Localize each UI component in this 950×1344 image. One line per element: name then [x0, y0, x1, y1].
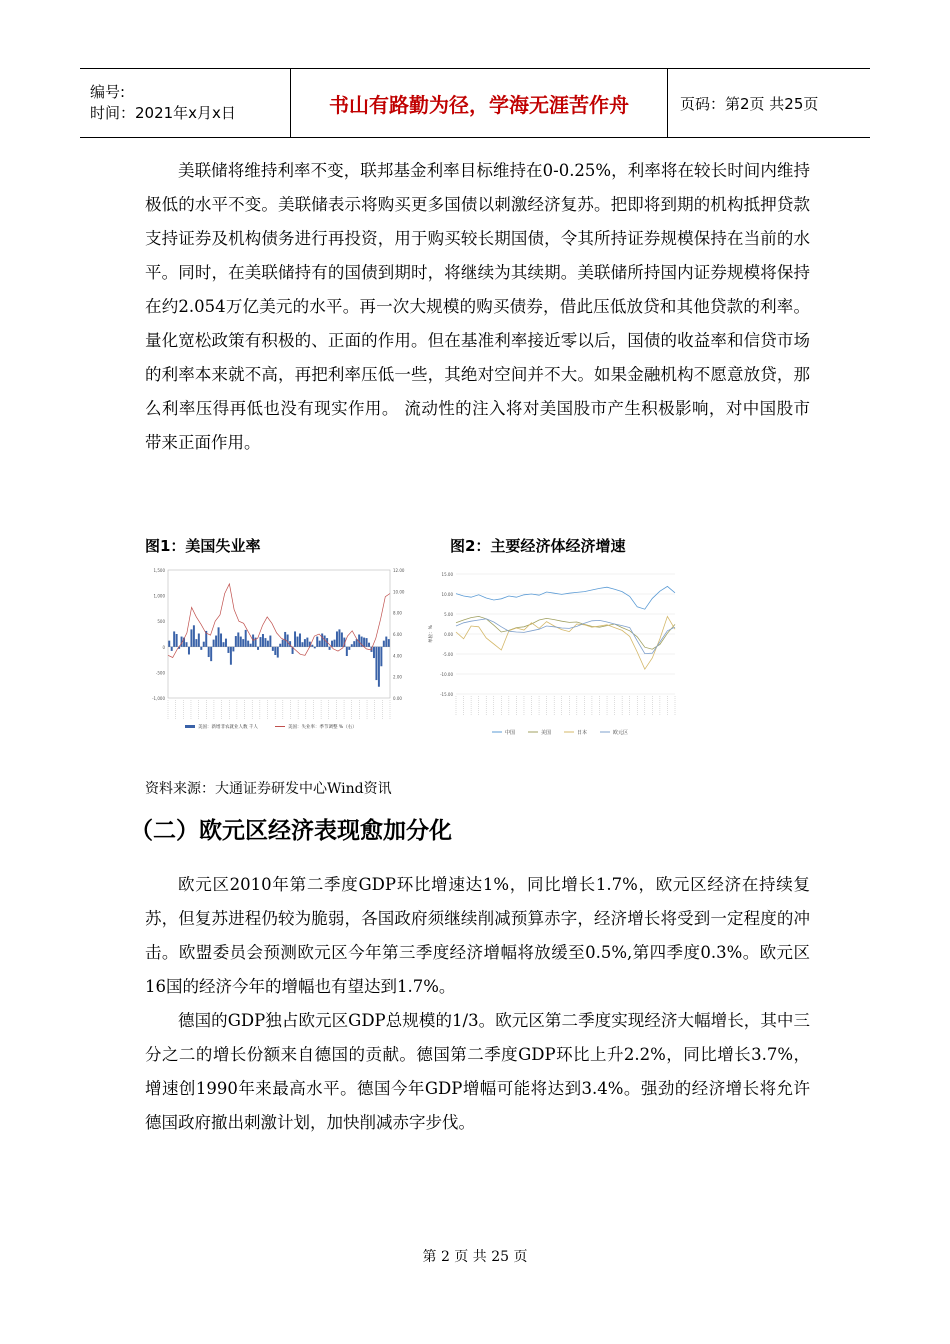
payroll-bar	[277, 647, 279, 658]
payroll-bar	[230, 647, 232, 665]
y-axis-label: 单位：%	[429, 625, 434, 643]
payroll-bar	[348, 647, 350, 650]
payroll-bar	[171, 647, 173, 651]
header-info-cell	[80, 69, 291, 137]
payroll-bar	[329, 647, 331, 650]
payroll-bar	[282, 640, 284, 647]
payroll-bar	[218, 627, 220, 646]
payroll-bar	[385, 637, 387, 647]
left-axis-tick: 500	[157, 619, 165, 625]
payroll-bar	[247, 641, 249, 647]
series-line-1	[456, 616, 675, 649]
figure-2-caption: 图2：主要经济体经济增速	[450, 537, 626, 555]
y-axis-tick: 10.00	[441, 592, 453, 597]
payroll-bar	[223, 642, 225, 647]
header-page-cell	[668, 69, 870, 137]
payroll-bar	[324, 636, 326, 647]
figure-2-chart	[420, 566, 685, 744]
payroll-bar	[208, 647, 210, 657]
payroll-bar	[232, 647, 234, 652]
legend-label-3: 欧元区	[613, 730, 629, 736]
header-page-number: 页码：第2页 共25页	[680, 94, 819, 113]
payroll-bar	[272, 647, 274, 651]
payroll-bar	[351, 644, 353, 647]
payroll-bar	[378, 647, 380, 687]
payroll-bar	[383, 641, 385, 647]
paragraph-germany-gdp: 德国的GDP独占欧元区GDP总规模的1/3。欧元区第二季度实现经济大幅增长，其中三分之二的增长份额来自德国的贡献。德国第二季度GDP环比上升2.2%，同比增长3.7%，增速创1990年来最高水平。德国今年GDP增幅可能将达到3.4%。强劲的经济增长将允许德国政府撤出刺激计划，加快削减赤字步伐。	[145, 1011, 810, 1132]
y-axis-tick: -5.00	[442, 652, 453, 657]
payroll-bar	[245, 630, 247, 647]
gdp-growth-chart-svg	[420, 566, 685, 744]
y-axis-tick: -10.00	[440, 672, 453, 677]
legend-label-0: 中国	[505, 730, 516, 736]
payroll-bar	[314, 647, 316, 649]
right-axis-tick: 8.00	[393, 610, 402, 616]
payroll-bar	[250, 644, 252, 647]
payroll-bar	[190, 629, 192, 646]
payroll-bar	[366, 638, 368, 647]
payroll-bar	[215, 636, 217, 647]
y-axis-tick: 0.00	[444, 632, 453, 637]
payroll-bar	[267, 641, 269, 647]
payroll-bar	[200, 647, 202, 650]
figure-1-chart	[140, 560, 405, 745]
payroll-bar	[388, 639, 390, 647]
payroll-bar	[341, 632, 343, 646]
payroll-bar	[235, 636, 237, 647]
payroll-bar	[346, 647, 348, 656]
payroll-bar	[203, 642, 205, 647]
payroll-bar	[176, 634, 178, 647]
series-line-3	[456, 619, 675, 654]
payroll-bar	[264, 638, 266, 647]
payroll-bar	[301, 642, 303, 647]
payroll-bar	[311, 645, 313, 647]
payroll-bar	[269, 636, 271, 647]
payroll-bar	[220, 633, 222, 646]
payroll-bar	[168, 641, 170, 647]
payroll-bar	[299, 633, 301, 646]
payroll-bar	[198, 633, 200, 646]
payroll-bar	[213, 640, 215, 647]
payroll-bar	[338, 629, 340, 646]
y-axis-tick: 15.00	[441, 572, 453, 577]
payroll-bar	[304, 639, 306, 647]
payroll-bar	[240, 637, 242, 647]
left-axis-tick: 1,000	[153, 593, 165, 599]
body-text-block-2	[145, 868, 810, 1140]
payroll-bar	[321, 633, 323, 646]
payroll-bar	[297, 637, 299, 647]
legend-label-payroll: 美国：新增非农就业人数 千人	[198, 725, 258, 730]
payroll-bar	[334, 640, 336, 647]
payroll-bar	[373, 647, 375, 658]
series-line-2	[456, 616, 675, 669]
legend-label-unemployment: 美国：失业率：季节调整 %（右）	[288, 725, 357, 730]
left-axis-tick: -1,000	[152, 696, 165, 701]
payroll-bar	[225, 639, 227, 647]
payroll-bar	[375, 647, 377, 680]
payroll-bar	[363, 638, 365, 647]
legend-label-2: 日本	[577, 730, 588, 736]
y-axis-tick: -15.00	[440, 692, 453, 697]
body-text-block-1	[145, 154, 810, 460]
payroll-bar	[336, 631, 338, 646]
section-title: （二）欧元区经济表现愈加分化	[130, 818, 452, 844]
document-number-label: 编号:	[90, 83, 126, 101]
left-axis-tick: 0	[162, 644, 165, 650]
payroll-bar	[294, 631, 296, 646]
series-line-0	[456, 586, 675, 609]
payroll-bar	[262, 634, 264, 647]
payroll-bar	[353, 641, 355, 647]
payroll-bar	[257, 647, 259, 650]
payroll-bar	[195, 639, 197, 647]
right-axis-tick: 4.00	[393, 653, 402, 659]
header-motto-cell	[291, 69, 668, 137]
payroll-bar	[193, 625, 195, 647]
payroll-bar	[306, 638, 308, 647]
payroll-bar	[279, 644, 281, 647]
payroll-bar	[274, 647, 276, 655]
figure-source-note: 资料来源：大通证券研发中心Wind资讯	[145, 781, 392, 797]
payroll-bar	[210, 647, 212, 661]
left-axis-tick: -500	[155, 670, 165, 676]
page-header	[80, 68, 870, 138]
right-axis-tick: 6.00	[393, 632, 402, 637]
payroll-bar	[173, 631, 175, 646]
legend-swatch-payroll	[185, 725, 195, 728]
payroll-bar	[380, 647, 382, 666]
right-axis-tick: 10.00	[393, 589, 405, 595]
y-axis-tick: 5.00	[444, 612, 453, 617]
figure-1-caption: 图1：美国失业率	[145, 537, 261, 555]
payroll-bar	[319, 641, 321, 647]
payroll-bar	[242, 639, 244, 647]
header-motto: 书山有路勤为径，学海无涯苦作舟	[329, 92, 629, 117]
payroll-bar	[186, 642, 188, 647]
right-axis-tick: 2.00	[393, 674, 402, 680]
payroll-bar	[237, 632, 239, 646]
unemployment-chart-svg	[140, 560, 405, 745]
payroll-bar	[331, 641, 333, 647]
payroll-bar	[227, 647, 229, 653]
document-date-label: 时间：2021年x月x日	[90, 104, 236, 122]
left-axis-tick: 1,500	[153, 568, 165, 573]
payroll-bar	[188, 647, 190, 655]
paragraph-eurozone-gdp: 欧元区2010年第二季度GDP环比增速达1%，同比增长1.7%，欧元区经济在持续复苏，但复苏进程仍较为脆弱，各国政府须继续削减预算赤字，经济增长将受到一定程度的冲击。欧盟委员会预测欧元区今年第三季度经济增幅将放缓至0.5%,第四季度0.3%。欧元区16国的经济今年的增幅也有望达到1.7%。	[145, 875, 810, 996]
payroll-bar	[316, 637, 318, 647]
legend-label-1: 美国	[541, 730, 552, 736]
plot-area	[168, 570, 390, 698]
payroll-bar	[368, 643, 370, 647]
paragraph-fed-policy: 美联储将维持利率不变，联邦基金利率目标维持在0-0.25%，利率将在较长时间内维持极低的水平不变。美联储表示将购买更多国债以刺激经济复苏。把即将到期的机构抵押贷款支持证券及机构债务进行再投资，用于购买较长期国债，令其所持证券规模保持在当前的水平。同时，在美联储持有的国债到期时，将继续为其续期。美联储所持国内证券规模将保持在约2.054万亿美元的水平。再一次大规模的购买债券，借此压低放贷和其他贷款的利率。量化宽松政策有积极的、正面的作用。但在基准利率接近零以后，国债的收益率和信贷市场的利率本来就不高，再把利率压低一些，其绝对空间并不大。如果金融机构不愿意放贷，那么利率压得再低也没有现实作用。 流动性的注入将对美国股市产生积极影响，对中国股市带来正面作用。	[145, 161, 810, 452]
right-axis-tick: 0.00	[393, 696, 402, 701]
page-footer: 第 2 页 共 25 页	[422, 1249, 528, 1265]
right-axis-tick: 12.00	[393, 568, 405, 573]
payroll-bar	[260, 637, 262, 647]
payroll-bar	[287, 635, 289, 647]
